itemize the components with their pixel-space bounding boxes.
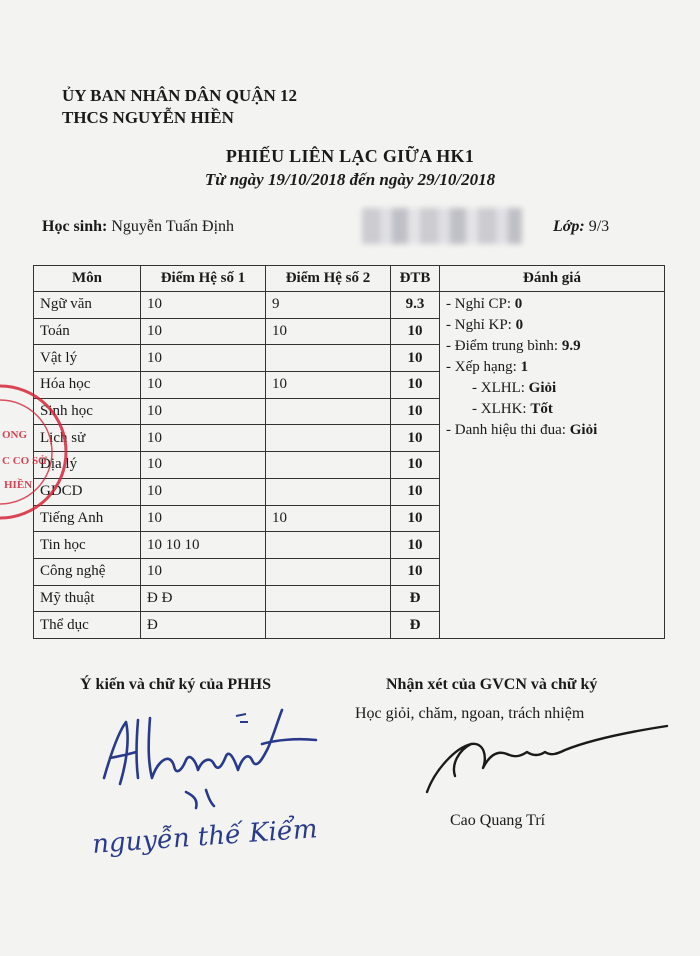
avg-cell: Đ [391,585,440,612]
subject-cell: Mỹ thuật [34,585,141,612]
document-title: PHIẾU LIÊN LẠC GIỮA HK1 [225,146,475,166]
score1-cell: 10 [141,345,266,372]
eval-absent-unexcused: - Nghỉ KP: 0 [446,317,524,333]
student-name: Nguyễn Tuấn Định [111,218,235,235]
score1-cell: 10 [141,452,266,479]
eval-rank: - Xếp hạng: 1 [446,359,529,375]
header-score2: Điểm Hệ số 2 [266,266,391,292]
score1-cell: 10 [141,425,266,452]
svg-text:C CO SỞ: C CO SỞ [2,455,47,467]
subject-cell: Hóa học [34,372,141,399]
header-subject: Môn [34,266,141,292]
student-line [42,218,234,236]
score2-cell [266,612,391,639]
eval-absent-excused: - Nghỉ CP: 0 [446,296,523,312]
avg-cell: Đ [391,612,440,639]
score2-cell: 10 [266,505,391,532]
subject-cell: GDCD [34,478,141,505]
svg-text:ONG: ONG [2,429,28,441]
table-header-row [34,266,665,292]
avg-cell: 10 [391,505,440,532]
subject-cell: Lịch sử [34,425,141,452]
eval-xlhk: - XLHK: Tốt [472,401,553,417]
avg-cell: 10 [391,372,440,399]
svg-text:HIỀN: HIỀN [4,479,33,491]
eval-xlhl: - XLHL: Giỏi [472,380,557,396]
avg-cell: 10 [391,398,440,425]
subject-cell: Công nghệ [34,558,141,585]
org-line-2: THCS NGUYỄN HIỀN [62,108,234,127]
subject-cell: Địa lý [34,452,141,479]
teacher-name: Cao Quang Trí [450,812,546,829]
avg-cell: 10 [391,558,440,585]
score1-cell: 10 [141,318,266,345]
score2-cell [266,478,391,505]
eval-average: - Điểm trung bình: 9.9 [446,338,581,354]
score1-cell: 10 [141,558,266,585]
score1-cell: Đ Đ [141,585,266,612]
redacted-area [362,208,522,244]
date-range: Từ ngày 19/10/2018 đến ngày 29/10/2018 [204,170,496,189]
subject-cell: Toán [34,318,141,345]
avg-cell: 10 [391,425,440,452]
score2-cell: 10 [266,372,391,399]
score2-cell: 9 [266,292,391,319]
header-evaluation: Đánh giá [440,266,665,292]
score2-cell [266,558,391,585]
score2-cell [266,585,391,612]
org-line-1: ỦY BAN NHÂN DÂN QUẬN 12 [62,86,298,105]
class-value: 9/3 [588,218,610,235]
teacher-signature [415,720,675,810]
score1-cell: 10 [141,398,266,425]
score2-cell [266,452,391,479]
class-line [553,218,609,236]
evaluation-cell [440,292,665,639]
score2-cell [266,532,391,559]
avg-cell: 10 [391,478,440,505]
subject-cell: Tiếng Anh [34,505,141,532]
avg-cell: 10 [391,318,440,345]
teacher-signature-label: Nhận xét của GVCN và chữ ký [386,676,598,693]
class-label: Lớp: [553,218,585,235]
table-row [34,292,665,319]
subject-cell: Ngữ văn [34,292,141,319]
header-avg: ĐTB [391,266,440,292]
subject-cell: Tin học [34,532,141,559]
subject-cell: Vật lý [34,345,141,372]
score2-cell [266,345,391,372]
parent-signature-label: Ý kiến và chữ ký của PHHS [80,676,271,693]
grades-table [33,265,665,639]
student-label: Học sinh: [42,218,108,235]
school-stamp [0,372,70,532]
score1-cell: 10 [141,292,266,319]
subject-cell: Thể dục [34,612,141,639]
avg-cell: 9.3 [391,292,440,319]
subject-cell: Sinh học [34,398,141,425]
score1-cell: 10 [141,505,266,532]
teacher-remark: Học giỏi, chăm, ngoan, trách nhiệm [355,705,585,722]
score1-cell: 10 10 10 [141,532,266,559]
avg-cell: 10 [391,532,440,559]
avg-cell: 10 [391,452,440,479]
header-score1: Điểm Hệ số 1 [141,266,266,292]
score1-cell: 10 [141,372,266,399]
score1-cell: 10 [141,478,266,505]
eval-title: - Danh hiệu thi đua: Giỏi [446,422,598,438]
score2-cell [266,425,391,452]
parent-handwritten-name: nguyễn thế Kiểm [91,814,319,860]
score2-cell [266,398,391,425]
avg-cell: 10 [391,345,440,372]
score1-cell: Đ [141,612,266,639]
score2-cell: 10 [266,318,391,345]
